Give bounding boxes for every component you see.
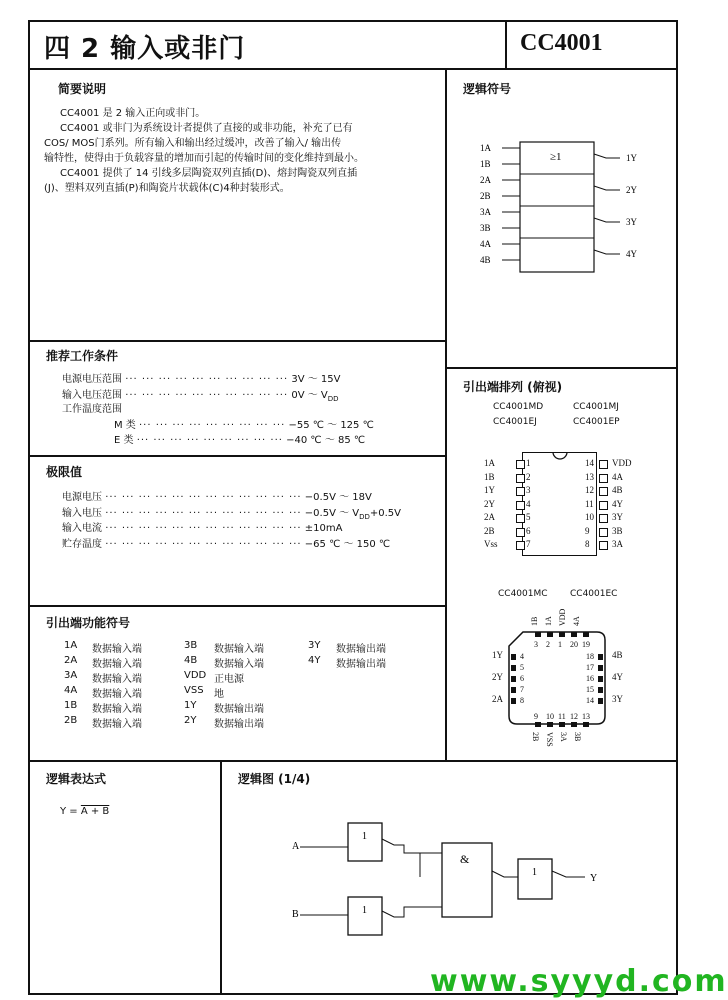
gate-label: ≥1: [550, 151, 562, 163]
lcc-pin-number: 15: [586, 685, 594, 694]
rule-recommended: [28, 340, 445, 342]
pin-function-pin: 3A: [64, 670, 78, 681]
limits-heading: 极限值: [46, 465, 83, 479]
pin-function-desc: 数据输入端: [92, 674, 142, 685]
lcc-part-1: CC4001MC: [498, 589, 548, 599]
dip-pin-name: 2Y: [484, 498, 495, 509]
lcc-right-pin-name: 3Y: [612, 694, 623, 704]
description-line: 输特性，使得由于负载容量的增加而引起的传输时间的变化维持到最小。: [44, 153, 364, 164]
pin-pad: [516, 487, 525, 496]
expression-heading: 逻辑表达式: [46, 772, 107, 786]
dip-pin-number: 10: [585, 512, 594, 522]
lcc-pad: [511, 665, 516, 671]
description-line: CC4001 或非门为系统设计者提供了直接的或非功能，补充了已有: [60, 123, 353, 134]
rec-row-m: M 类 ··· ··· ··· ··· ··· ··· ··· ··· ··· −55 ℃ ～ 125 ℃: [114, 420, 374, 431]
lcc-pad: [511, 676, 516, 682]
buffer-b-label: 1: [362, 905, 367, 916]
dip-pin-name: 2A: [484, 512, 495, 522]
logic-diagram-heading: 逻辑图 (1/4): [238, 772, 311, 786]
lcc-pin-number: 19: [582, 640, 590, 649]
lcc-left-pin-name: 2Y: [492, 672, 503, 682]
pin-pad: [516, 514, 525, 523]
lcc-pad: [571, 632, 577, 637]
lcc-pad: [547, 722, 553, 727]
description-line: COS/ MOS门系列。所有输入和输出经过缓冲，改善了输入/ 输出传: [44, 138, 342, 149]
description-heading: 简要说明: [58, 82, 107, 96]
lcc-pin-number: 14: [586, 696, 594, 705]
dip-pin-name: 2B: [484, 525, 495, 536]
pin-function-pin: 3B: [184, 640, 198, 651]
pin-function-pin: 4B: [184, 655, 198, 666]
lcc-pin-number: 5: [520, 663, 524, 672]
lcc-pad: [547, 632, 553, 637]
logic-input-label: 1A: [480, 143, 491, 153]
lcc-bottom-pin-name: 3A: [559, 732, 568, 742]
pin-pad: [516, 460, 525, 469]
column-divider: [445, 68, 447, 760]
pin-function-desc: 数据输出端: [214, 704, 264, 715]
lcc-pad: [511, 687, 516, 693]
lcc-pin-number: 3: [534, 640, 538, 649]
rec-row-e: E 类 ··· ··· ··· ··· ··· ··· ··· ··· ··· −40 ℃ ～ 85 ℃: [114, 435, 366, 446]
lcc-pin-number: 4: [520, 652, 524, 661]
output-y-label: Y: [590, 873, 598, 884]
lcc-pad: [511, 698, 516, 704]
lcc-pad: [511, 654, 516, 660]
pin-function-pin: 1Y: [184, 700, 197, 711]
header-bottom-rule: [28, 68, 678, 70]
lcc-pad: [598, 687, 603, 693]
dip-pin-number: 11: [585, 498, 594, 509]
pin-function-pin: 3Y: [308, 640, 321, 651]
pin-function-pin: 4Y: [308, 655, 321, 666]
dip-pin-number: 6: [526, 525, 531, 536]
page-title: 四 2 输入或非门: [44, 34, 246, 64]
logic-input-label: 1B: [480, 159, 491, 169]
rec-row-input: 输入电压范围 ··· ··· ··· ··· ··· ··· ··· ··· ··· ··· 0V ～ $V_{DD}$: [62, 390, 339, 403]
pin-pad: [599, 528, 608, 537]
dip-pin-number: 7: [526, 539, 531, 549]
logic-output-label: 1Y: [626, 153, 637, 163]
lcc-top-pin-name: 1A: [544, 616, 553, 626]
lcc-pad: [598, 698, 603, 704]
recommended-heading: 推荐工作条件: [46, 349, 119, 363]
pin-function-desc: 数据输出端: [336, 644, 386, 655]
pin-pad: [516, 541, 525, 550]
dip-pin-name: 1Y: [484, 485, 495, 495]
lcc-pad: [598, 676, 603, 682]
pin-pad: [599, 501, 608, 510]
input-b-label: B: [292, 909, 299, 920]
dip-notch: [552, 451, 568, 461]
watermark: www.syyyd.com: [430, 964, 728, 999]
dip-pin-name: 3B: [612, 525, 623, 536]
lcc-pin-number: 18: [586, 652, 594, 661]
pin-function-desc: 数据输入端: [92, 689, 142, 700]
dip-pin-number: 5: [526, 512, 531, 522]
pin-pad: [599, 474, 608, 483]
logic-input-label: 2A: [480, 175, 491, 185]
limit-row-input-voltage: 输入电压 ··· ··· ··· ··· ··· ··· ··· ··· ··· ··· ··· ··· −0.5V ～ $V_{DD}+0.5V$: [62, 508, 402, 521]
dip-pin-number: 2: [526, 471, 531, 482]
limit-row-supply: 电源电压 ··· ··· ··· ··· ··· ··· ··· ··· ··· ··· ··· ··· −0.5V ～ 18V: [62, 492, 372, 503]
lcc-pin-number: 17: [586, 663, 594, 672]
pin-pad: [516, 501, 525, 510]
pin-function-pin: 2Y: [184, 715, 197, 726]
dip-part-3: CC4001EJ: [493, 417, 537, 427]
lcc-right-pin-name: 4Y: [612, 672, 623, 682]
lcc-pad: [583, 722, 589, 727]
lcc-pin-number: 12: [570, 712, 578, 721]
logic-input-label: 4B: [480, 255, 491, 265]
lcc-pin-number: 2: [546, 640, 550, 649]
lcc-pin-number: 8: [520, 696, 524, 705]
dip-part-4: CC4001EP: [573, 417, 620, 427]
lcc-bottom-pin-name: 3B: [573, 732, 582, 742]
pin-function-desc: 数据输入端: [92, 659, 142, 670]
dip-pin-name: 4Y: [612, 498, 623, 509]
dip-pin-name: Vss: [484, 539, 498, 549]
lcc-pin-number: 1: [558, 640, 562, 649]
limit-row-storage: 贮存温度 ··· ··· ··· ··· ··· ··· ··· ··· ··· ··· ··· ··· −65 ℃ ～ 150 ℃: [62, 539, 391, 550]
pin-pad: [516, 474, 525, 483]
lcc-right-pin-name: 4B: [612, 650, 623, 660]
logic-output-label: 4Y: [626, 249, 637, 259]
dip-pin-number: 12: [585, 485, 594, 495]
dip-pin-name: VDD: [612, 458, 632, 468]
pin-pad: [599, 460, 608, 469]
pin-function-pin: VSS: [184, 685, 204, 696]
pin-pad: [599, 487, 608, 496]
lcc-pad: [583, 632, 589, 637]
pin-function-pin: 2A: [64, 655, 78, 666]
lcc-pin-number: 7: [520, 685, 524, 694]
pin-function-desc: 数据输入端: [214, 644, 264, 655]
description-line: CC4001 是 2 输入正向或非门。: [60, 108, 206, 119]
pin-function-pin: 2B: [64, 715, 78, 726]
pin-functions-heading: 引出端功能符号: [46, 616, 131, 630]
lcc-pin-number: 9: [534, 712, 538, 721]
pin-function-desc: 数据输出端: [336, 659, 386, 670]
logic-input-label: 4A: [480, 239, 491, 249]
logic-symbol-heading: 逻辑符号: [463, 82, 512, 96]
logic-output-label: 2Y: [626, 185, 637, 195]
dip-pin-name: 1B: [484, 471, 495, 482]
lcc-pad: [598, 665, 603, 671]
pin-function-desc: 地: [214, 689, 224, 700]
header-divider: [505, 20, 507, 68]
logic-input-label: 3B: [480, 223, 491, 233]
lcc-pad: [535, 632, 541, 637]
rule-pinout: [445, 367, 678, 369]
lcc-pin-number: 10: [546, 712, 554, 721]
dip-pin-number: 14: [585, 458, 594, 468]
lcc-pad: [559, 632, 565, 637]
lcc-left-pin-name: 1Y: [492, 650, 503, 660]
lcc-pin-number: 6: [520, 674, 524, 683]
pin-function-desc: 数据输入端: [92, 644, 142, 655]
dip-part-2: CC4001MJ: [573, 402, 619, 412]
dip-pin-number: 3: [526, 485, 531, 495]
dip-pin-name: 3A: [612, 539, 623, 549]
part-number: CC4001: [520, 30, 603, 56]
pin-pad: [516, 528, 525, 537]
dip-pin-name: 4B: [612, 485, 623, 495]
pin-function-desc: 正电源: [214, 674, 244, 685]
logic-diagram: [280, 815, 620, 940]
lcc-top-pin-name: 1B: [530, 616, 539, 626]
pin-pad: [599, 541, 608, 550]
pin-function-desc: 数据输入端: [92, 719, 142, 730]
logic-input-label: 3A: [480, 207, 491, 217]
lcc-pad: [598, 654, 603, 660]
logic-input-label: 2B: [480, 191, 491, 201]
dip-pin-number: 8: [585, 539, 590, 549]
lcc-top-pin-name: 4A: [572, 616, 581, 626]
pin-function-desc: 数据输入端: [92, 704, 142, 715]
pin-pad: [599, 514, 608, 523]
dip-pin-number: 9: [585, 525, 590, 536]
dip-pin-name: 1A: [484, 458, 495, 468]
rule-pin-functions: [28, 605, 445, 607]
lcc-pin-number: 20: [570, 640, 578, 649]
lcc-pad: [559, 722, 565, 727]
lcc-pad: [535, 722, 541, 727]
lcc-bottom-pin-name: VSS: [545, 732, 554, 747]
lcc-pin-number: 11: [558, 712, 566, 721]
lcc-pad: [571, 722, 577, 727]
pin-function-pin: 1B: [64, 700, 78, 711]
logic-symbol-diagram: [470, 130, 660, 280]
rule-bottom: [28, 760, 678, 762]
dip-pin-number: 13: [585, 471, 594, 482]
logic-expression: Y = A + B: [60, 806, 110, 817]
input-a-label: A: [292, 841, 300, 852]
description-body: [44, 106, 444, 196]
limit-row-input-current: 输入电流 ··· ··· ··· ··· ··· ··· ··· ··· ··· ··· ··· ··· ±10mA: [62, 523, 343, 534]
dip-pin-number: 1: [526, 458, 531, 468]
pin-function-pin: VDD: [184, 670, 207, 681]
pin-function-pin: 4A: [64, 685, 78, 696]
description-line: CC4001 提供了 14 引线多层陶瓷双列直插(D)、熔封陶瓷双列直插: [60, 168, 358, 179]
and-gate-label: &: [460, 852, 470, 866]
rec-temp-label: 工作温度范围: [62, 404, 122, 415]
rec-row-supply: 电源电压范围 ··· ··· ··· ··· ··· ··· ··· ··· ··· ··· 3V ～ 15V: [62, 374, 341, 385]
description-line: (J)、塑料双列直插(P)和陶瓷片状载体(C)4种封装形式。: [44, 183, 290, 194]
bottom-divider: [220, 760, 222, 995]
lcc-left-pin-name: 2A: [492, 694, 503, 704]
dip-pin-name: 4A: [612, 471, 623, 482]
pin-function-desc: 数据输出端: [214, 719, 264, 730]
lcc-part-2: CC4001EC: [570, 589, 618, 599]
lcc-bottom-pin-name: 2B: [531, 732, 540, 742]
lcc-pin-number: 16: [586, 674, 594, 683]
logic-output-label: 3Y: [626, 217, 637, 227]
lcc-pin-number: 13: [582, 712, 590, 721]
dip-pin-number: 4: [526, 498, 531, 509]
rule-limits: [28, 455, 445, 457]
buffer-a-label: 1: [362, 831, 367, 842]
lcc-top-pin-name: VDD: [558, 608, 567, 626]
dip-part-1: CC4001MD: [493, 402, 544, 412]
pin-function-pin: 1A: [64, 640, 78, 651]
dip-pin-name: 3Y: [612, 512, 623, 522]
pin-function-desc: 数据输入端: [214, 659, 264, 670]
inverter-label: 1: [532, 867, 537, 878]
pinout-heading: 引出端排列 (俯视): [463, 380, 563, 394]
